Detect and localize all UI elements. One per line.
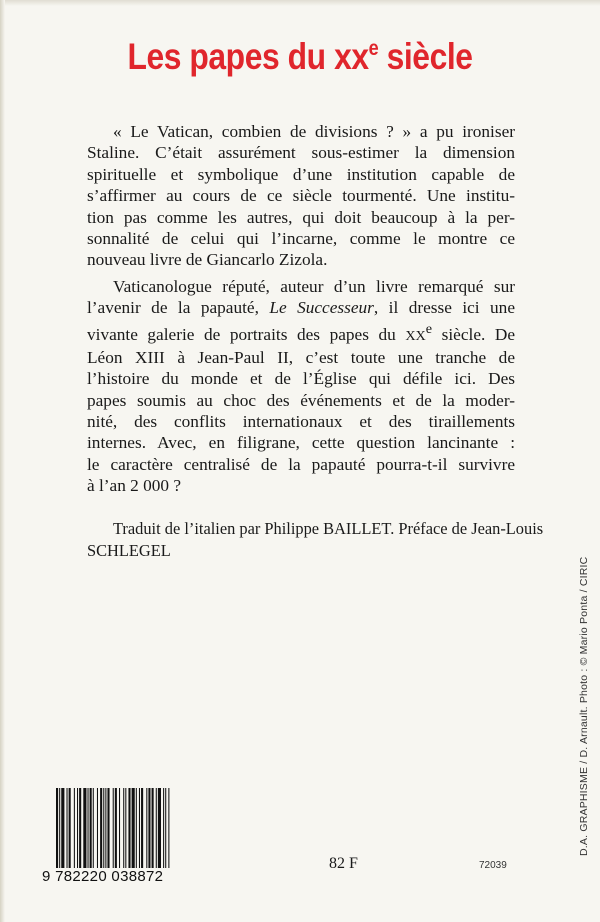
blurb-line: nité, des conflits internationaux et des tiraillements bbox=[87, 412, 515, 432]
title-superscript: e bbox=[368, 37, 379, 60]
barcode-bar bbox=[77, 788, 78, 868]
century-superscript: e bbox=[425, 320, 433, 337]
title-main: Les papes du xx bbox=[127, 36, 369, 77]
blurb-line: tion pas comme les autres, qui doit beaucoup à la per- bbox=[87, 207, 515, 227]
blurb-line: spirituelle et symbolique d’une institution capable de bbox=[87, 164, 515, 184]
barcode-bar bbox=[148, 788, 150, 868]
barcode-bar bbox=[136, 788, 137, 868]
blurb-line: s’affirmer au cours de ce siècle tourmenté. Une institu- bbox=[87, 186, 515, 206]
book-title-reference: Le Successeur bbox=[269, 298, 374, 318]
barcode-bar bbox=[141, 788, 143, 868]
barcode-bar bbox=[165, 788, 166, 868]
barcode-bar bbox=[105, 788, 106, 868]
blurb-fragment: vivante galerie de portraits des papes du bbox=[87, 324, 406, 344]
blurb-line: papes soumis au choc des événements et de la moder- bbox=[87, 390, 515, 410]
barcode-bar bbox=[93, 788, 94, 868]
barcode-bar bbox=[83, 788, 86, 868]
blurb-line: l’histoire du monde et de l’Église qui défile ici. Des bbox=[87, 369, 515, 389]
blurb-line: Léon XIII à Jean-Paul II, c’est toute une tranche de bbox=[87, 347, 515, 367]
barcode-bar bbox=[61, 788, 64, 868]
isbn-digits: 9 782220 038872 bbox=[42, 868, 164, 885]
barcode-bar bbox=[90, 788, 92, 868]
blurb-line: à l’an 2 000 ? bbox=[87, 476, 182, 496]
barcode-bar bbox=[139, 788, 140, 868]
book-title bbox=[42, 36, 558, 78]
barcode-icon bbox=[56, 788, 196, 868]
barcode-bar bbox=[163, 788, 164, 868]
barcode-bar bbox=[128, 788, 130, 868]
blurb-line: le caractère centralisé de la papauté pourra-t-il survivre bbox=[87, 454, 515, 474]
blurb-line bbox=[87, 319, 515, 347]
barcode-bar bbox=[88, 788, 89, 868]
barcode-bar bbox=[113, 788, 114, 868]
blurb-line: sonnalité de celui qui l’incarne, comme le montre ce bbox=[87, 229, 515, 249]
credit-line: SCHLEGEL bbox=[87, 540, 171, 560]
barcode-bar bbox=[74, 788, 75, 868]
title-end: siècle bbox=[378, 36, 473, 77]
price: 82 F bbox=[329, 855, 358, 872]
blurb-text bbox=[87, 121, 515, 497]
blurb-fragment: l’avenir de la papauté, bbox=[87, 298, 270, 318]
barcode-bar bbox=[103, 788, 104, 868]
barcode-bar bbox=[152, 788, 154, 868]
barcode-bar bbox=[119, 788, 120, 868]
catalog-code: 72039 bbox=[479, 860, 507, 871]
barcode-bar bbox=[146, 788, 147, 868]
blurb-line: « Le Vatican, combien de divisions ? » a pu ironiser bbox=[113, 122, 515, 141]
barcode-bar bbox=[59, 788, 60, 868]
barcode-bar bbox=[100, 788, 102, 868]
cover-left-edge bbox=[0, 0, 5, 922]
blurb-line: internes. Avec, en filigrane, cette question lancinante : bbox=[87, 433, 515, 453]
blurb-line: Staline. C’était assurément sous-estimer la dimension bbox=[87, 143, 515, 163]
blurb-line bbox=[87, 297, 515, 318]
barcode-bar bbox=[168, 788, 169, 868]
cover-top-edge bbox=[0, 0, 600, 6]
barcode-bar bbox=[158, 788, 161, 868]
blurb-fragment: siècle. De bbox=[432, 324, 516, 344]
barcode-bar bbox=[67, 788, 68, 868]
blurb-line: Vaticanologue réputé, auteur d’un livre remarqué sur bbox=[113, 276, 515, 296]
barcode-bar bbox=[115, 788, 117, 868]
barcode-bar bbox=[123, 788, 124, 868]
barcode-bar bbox=[125, 788, 126, 868]
barcode-bar bbox=[107, 788, 109, 868]
barcode-bar bbox=[69, 788, 71, 868]
photo-credit-vertical: D.A. GRAPHISME / D. Arnault. Photo : © Mario Ponta / CIRIC bbox=[578, 556, 590, 856]
century-numeral: XX bbox=[405, 327, 426, 344]
translation-credit bbox=[87, 518, 544, 561]
barcode-bar bbox=[79, 788, 81, 868]
barcode-bar bbox=[97, 788, 98, 868]
blurb-fragment: , il dresse ici une bbox=[373, 298, 515, 318]
barcode-bar bbox=[156, 788, 157, 868]
barcode-bar bbox=[56, 788, 58, 868]
credit-line: Traduit de l’italien par Philippe BAILLET. Préface de Jean-Louis bbox=[113, 519, 544, 538]
blurb-line: nouveau livre de Giancarlo Zizola. bbox=[87, 250, 328, 270]
barcode-bar bbox=[132, 788, 135, 868]
